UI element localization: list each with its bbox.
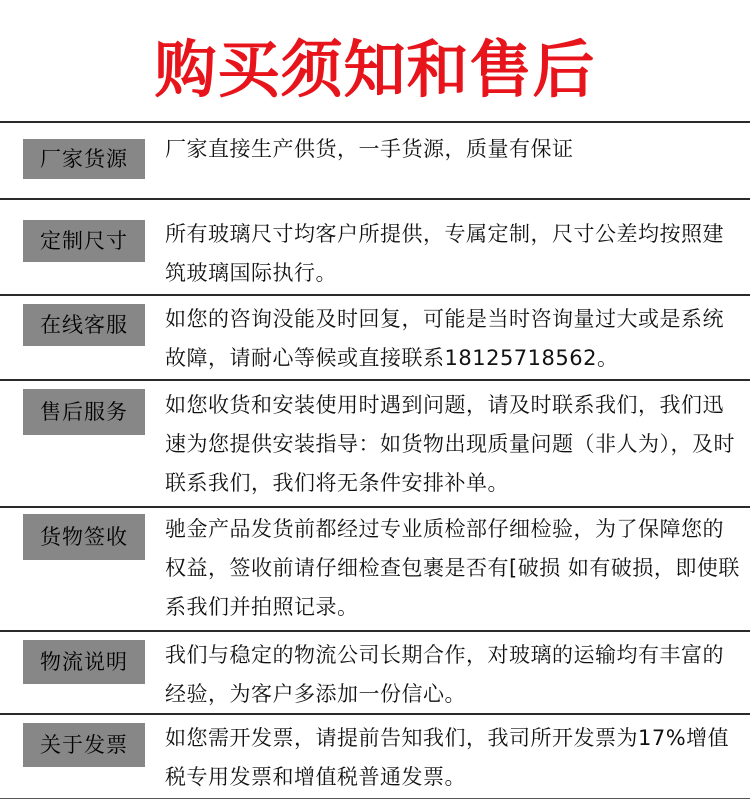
divider [0, 121, 750, 123]
label-after-sales: 售后服务 [23, 389, 145, 435]
divider [0, 294, 750, 296]
text-online-service: 如您的咨询没能及时回复，可能是当时咨询量过大或是系统故障，请耐心等候或直接联系18125718562。 [165, 307, 724, 370]
text-invoice: 如您需开发票，请提前告知我们，我司所开发票为17%增值税专用发票和增值税普通发票。 [165, 726, 730, 789]
text-factory-source: 厂家直接生产供货，一手货源，质量有保证 [165, 137, 574, 161]
text-logistics: 我们与稳定的物流公司长期合作，对玻璃的运输均有丰富的经验，为客户多添加一份信心。 [165, 643, 724, 706]
divider [0, 198, 750, 200]
divider [0, 506, 750, 508]
divider [0, 379, 750, 381]
divider [0, 713, 750, 715]
label-factory-source: 厂家货源 [23, 139, 145, 179]
text-custom-size: 所有玻璃尺寸均客户所提供，专属定制，尺寸公差均按照建筑玻璃国际执行。 [165, 222, 724, 285]
divider [0, 630, 750, 632]
page-title: 购买须知和售后 [154, 33, 596, 106]
label-invoice: 关于发票 [23, 723, 145, 767]
label-goods-receipt: 货物签收 [23, 514, 145, 560]
text-goods-receipt: 驰金产品发货前都经过专业质检部仔细检验，为了保障您的权益，签收前请仔细检查包裹是否有[破损 如有破损，即使联系我们并拍照记录。 [165, 517, 740, 619]
divider [0, 798, 750, 799]
text-after-sales: 如您收货和安装使用时遇到问题，请及时联系我们，我们迅速为您提供安装指导：如货物出现质量问题（非人为），及时联系我们，我们将无条件安排补单。 [165, 393, 735, 495]
label-online-service: 在线客服 [23, 304, 145, 346]
label-custom-size: 定制尺寸 [23, 220, 145, 262]
label-logistics: 物流说明 [23, 640, 145, 684]
